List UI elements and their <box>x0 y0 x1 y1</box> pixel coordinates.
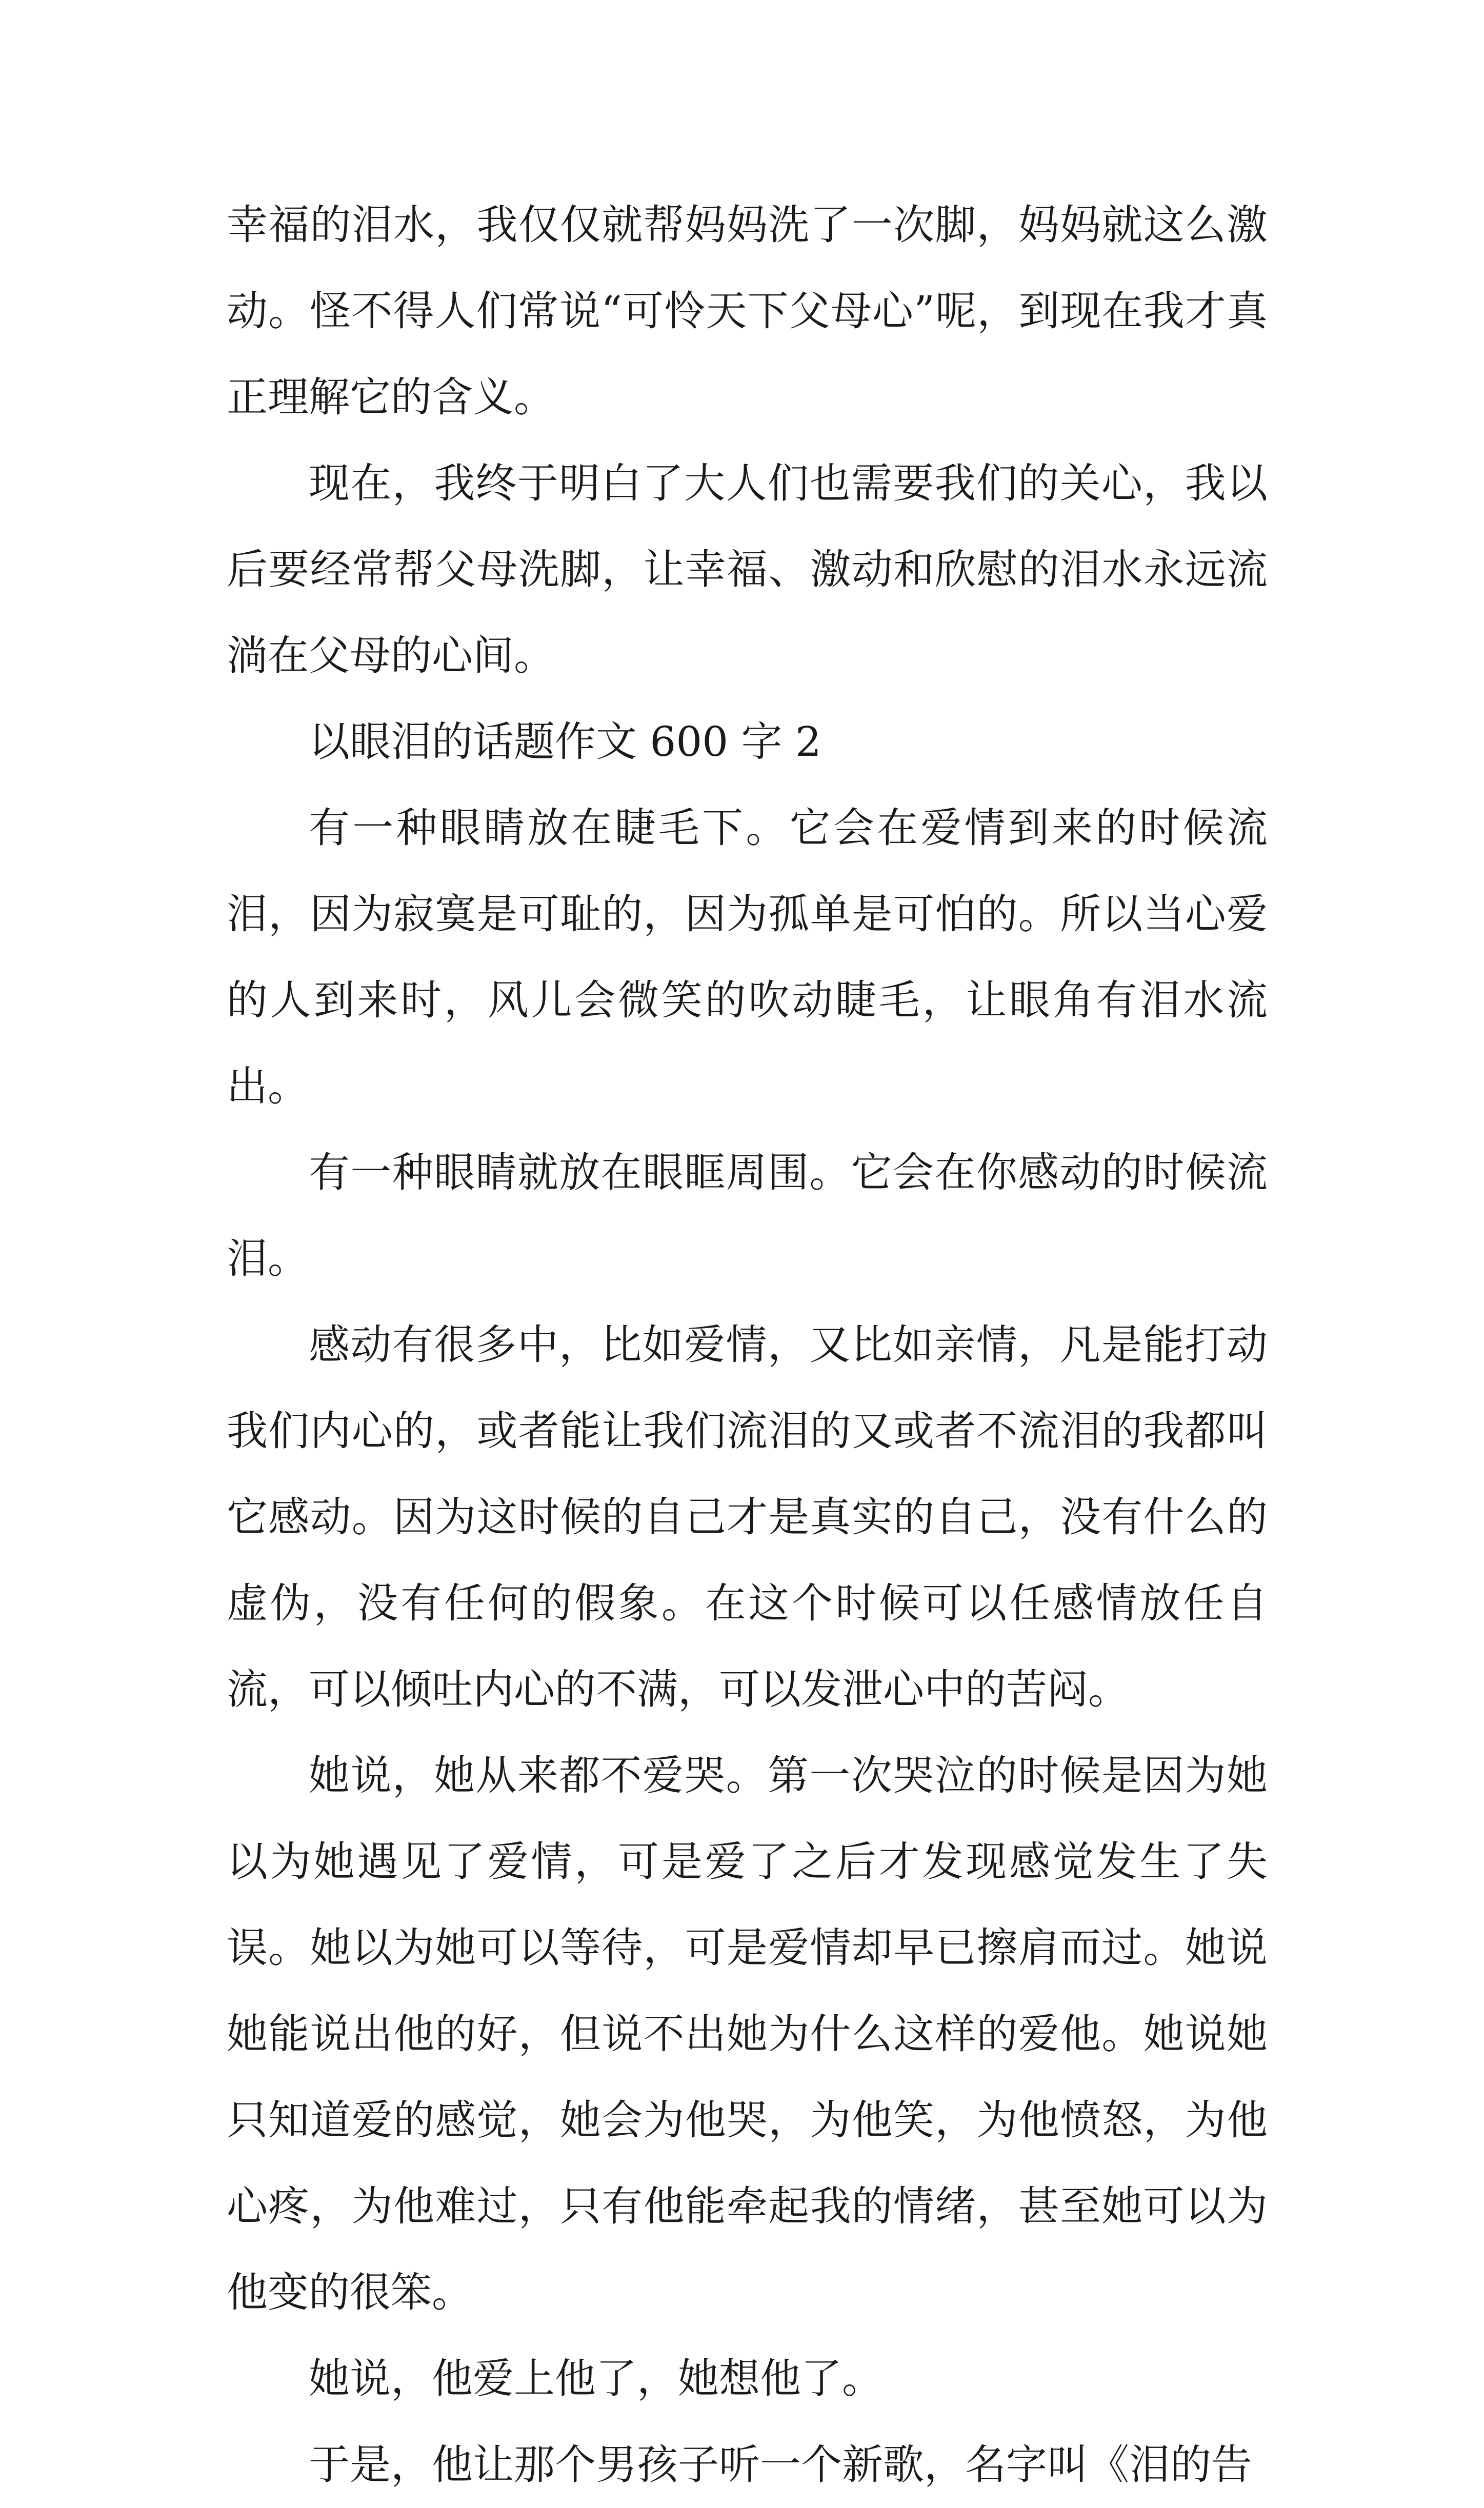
paragraph-5: 感动有很多中，比如爱情，又比如亲情，凡是能打动我们内心的，或者能让我们流泪的又或者不流泪的我都叫它感动。因为这时候的自己才是真实的自己，没有什么的虚伪，没有任何的假象。在这个时候可以任感情放任自流，可以倾吐内心的不满，可以发泄心中的苦闷。 <box>227 1321 1268 1713</box>
paragraph-2: 现在，我终于明白了大人们也需要我们的关心，我以后要经常帮父母洗脚，让幸福、激动和欣慰的泪水永远流淌在父母的心间。 <box>227 459 1268 679</box>
document-body <box>227 182 1268 2508</box>
section-heading: 以眼泪的话题作文 600 字 2 <box>309 718 821 766</box>
paragraph-1: 幸福的泪水，我仅仅就帮妈妈洗了一次脚，妈妈就这么激动。怪不得人们常说“可怜天下父母心”呢，到现在我才真正理解它的含义。 <box>227 201 1268 421</box>
paragraph-3: 有一种眼睛放在睫毛下。它会在爱情到来的时候流泪，因为寂寞是可耻的，因为孤单是可怕的。所以当心爱的人到来时，风儿会微笑的吹动睫毛，让眼角有泪水流出。 <box>227 804 1268 1110</box>
paragraph-4: 有一种眼睛就放在眼眶周围。它会在你感动的时候流泪。 <box>227 1149 1268 1282</box>
paragraph-8: 于是，他让那个男孩子听一个新歌，名字叫《泪的告 <box>309 2441 1252 2489</box>
paragraph-7: 她说，他爱上他了，她想他了。 <box>309 2355 883 2402</box>
paragraph-6: 她说，她从来都不爱哭。第一次哭泣的时候是因为她以为她遇见了爱情，可是爱了之后才发现感觉发生了失误。她以为她可以等待，可是爱情却早已擦肩而过。她说她能说出他的好，但说不出她为什么这样的爱他。她说她只知道爱的感觉，她会为他哭，为他笑，为他愤怒，为他心疼，为他难过，只有他能牵起我的情绪，甚至她可以为他变的很笨。 <box>227 1752 1268 2316</box>
